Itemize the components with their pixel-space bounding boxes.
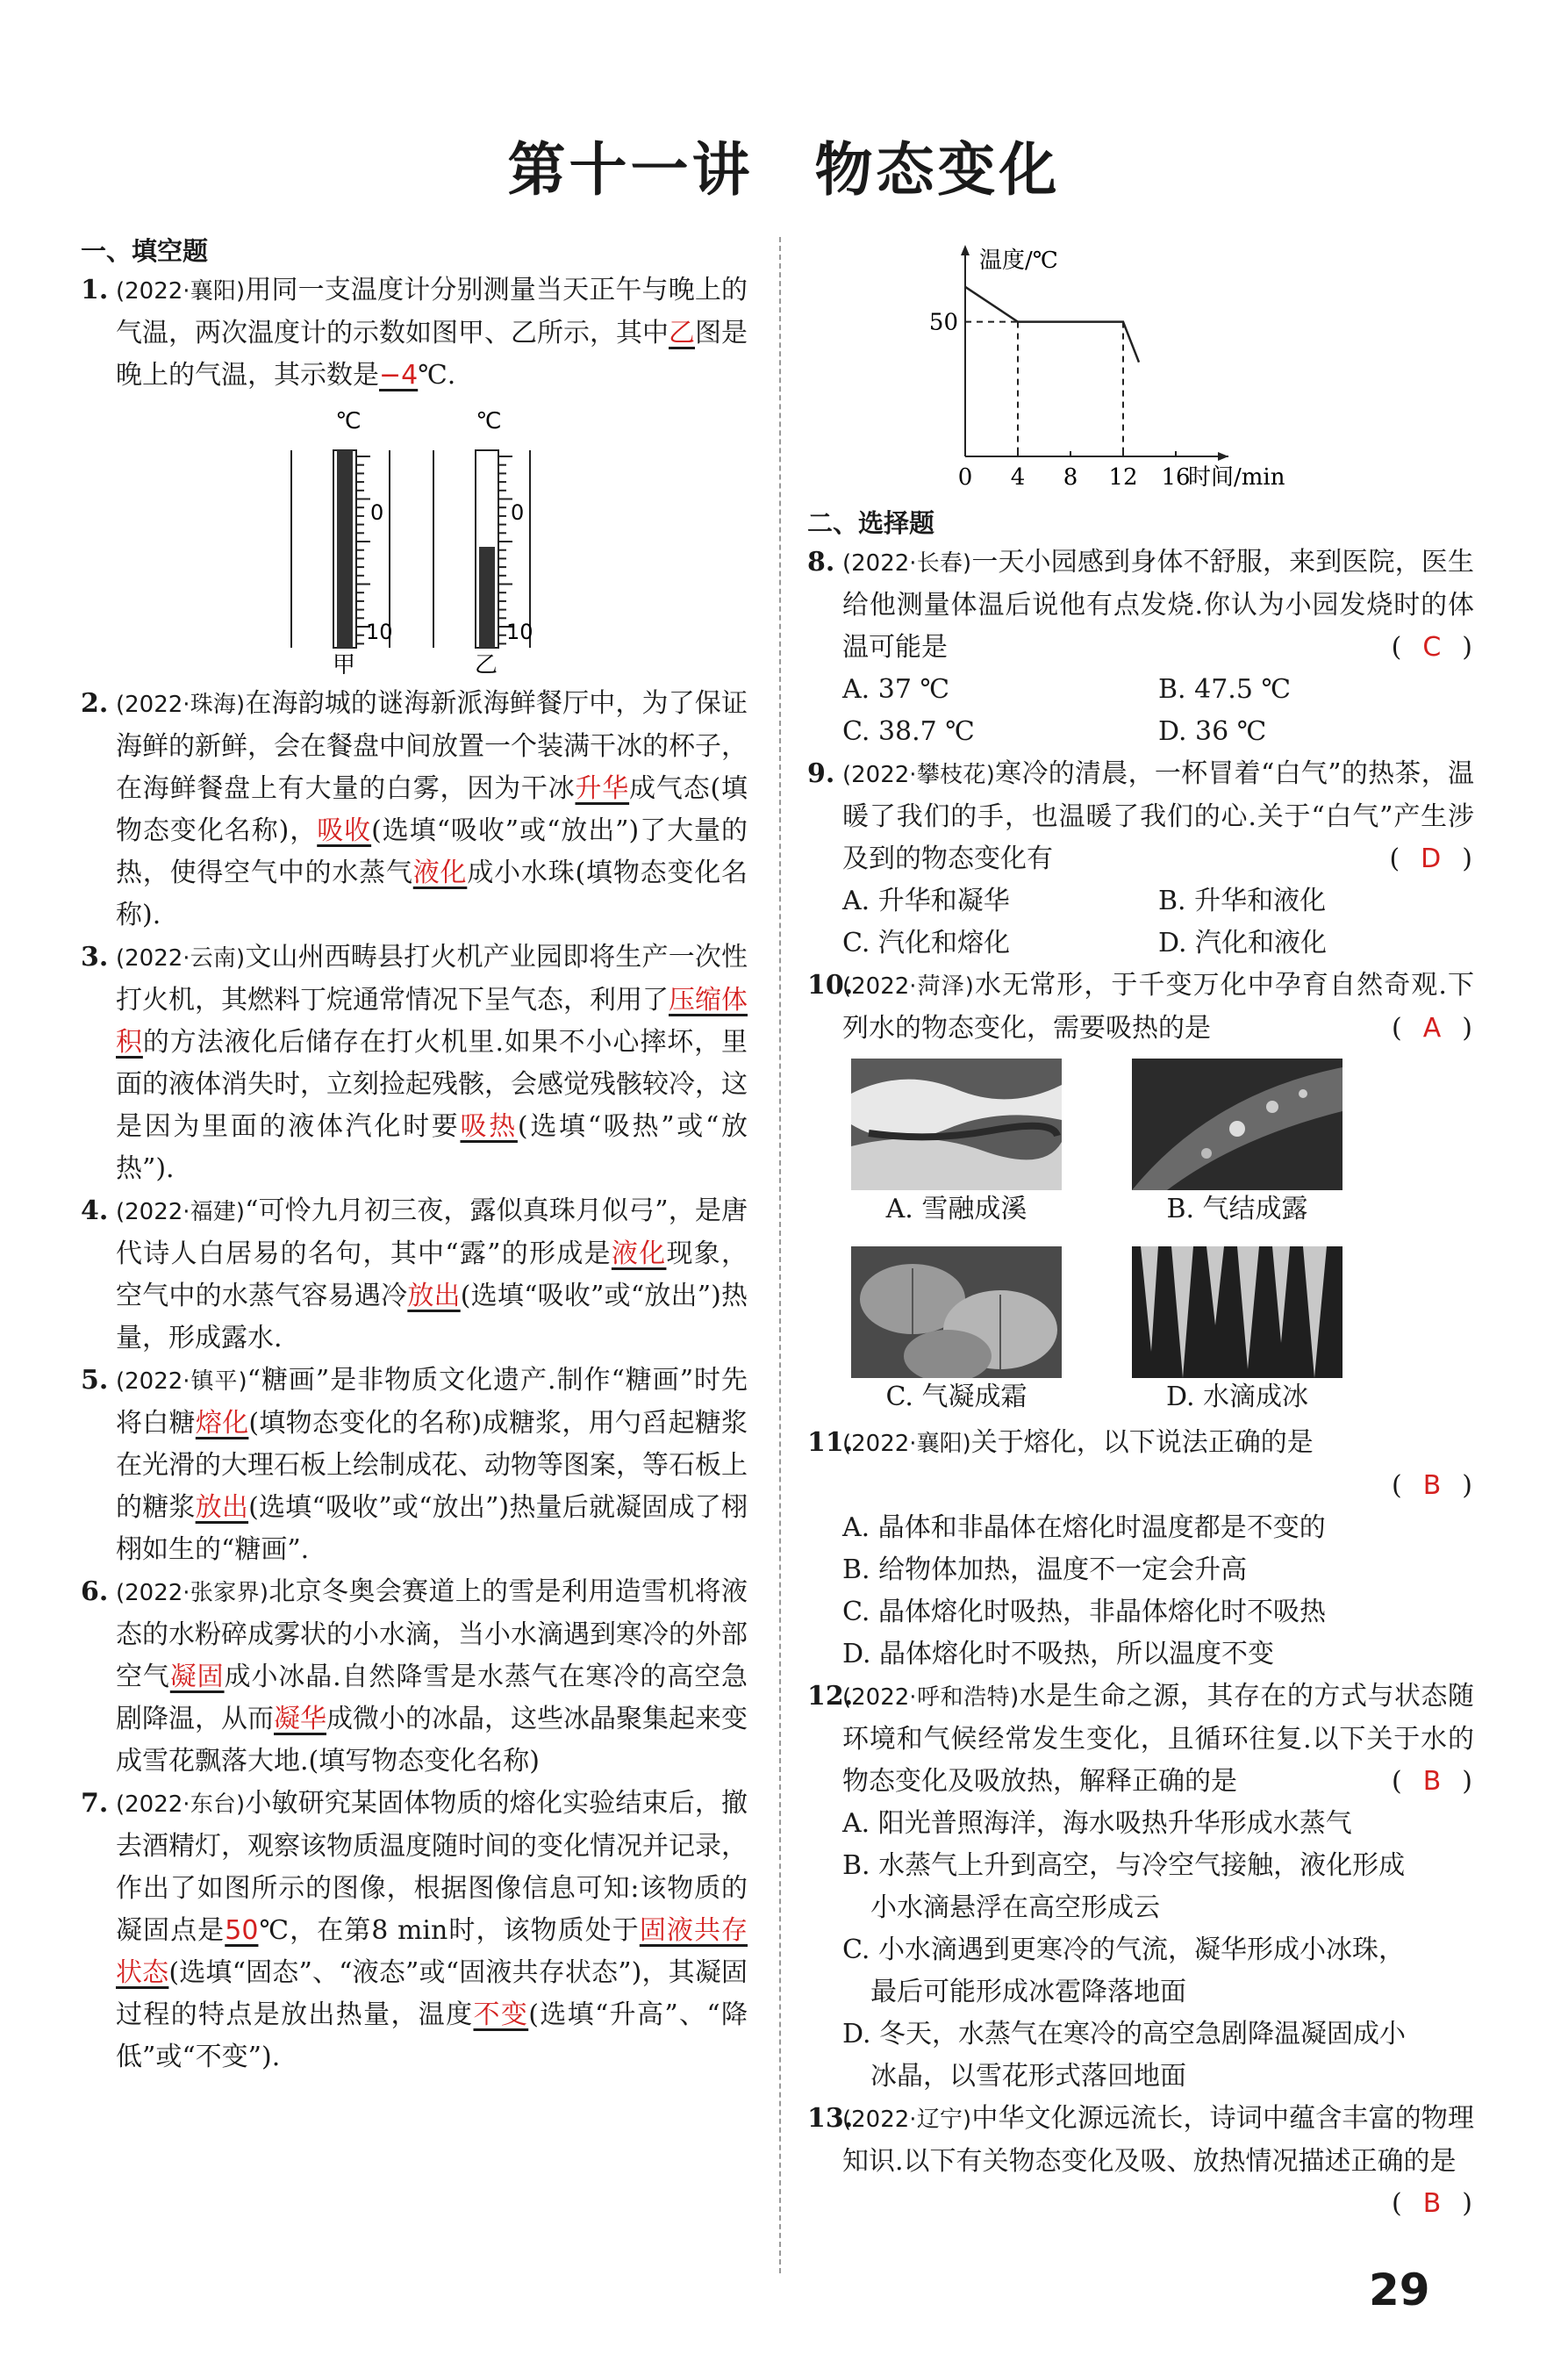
answer-blank: 乙: [669, 318, 695, 348]
question-number: 2.: [81, 688, 109, 719]
option-d: D. 汽化和液化: [1158, 928, 1328, 958]
answer-blank: 升华: [575, 773, 630, 804]
picture-option-c: [842, 1246, 1070, 1417]
question-text: (选填“吸收”或“放出”)热量，形成露水.: [116, 1281, 748, 1353]
question-text: 关于熔化，以下说法正确的是: [970, 1427, 1314, 1458]
title-topic: 物态变化: [814, 135, 1061, 204]
question-text: 水无常形，于千变万化中孕育自然奇观.下列水的物态变化，需要吸热的是: [842, 970, 1474, 1044]
choice-answer: C: [1422, 632, 1443, 663]
question-text: (选填“升高”、“降低”或“不变”).: [116, 1999, 748, 2072]
answer-blank: 放出: [195, 1492, 249, 1523]
x-axis-label: 时间/min: [1188, 464, 1285, 491]
left-column: [81, 233, 748, 2078]
question-text: 成微小的冰晶，这些冰晶聚集起来变成雪花飘落大地.(填写物态变化名称): [116, 1704, 748, 1777]
question-text: 中华文化源远流长，诗词中蕴含丰富的物理知识.以下有关物态变化及吸、放热情况描述正确的是: [842, 2103, 1474, 2177]
question-4: [81, 1190, 748, 1360]
question-source: (2022·珠海): [116, 692, 246, 718]
question-text: 用同一支温度计分别测量当天正午与晚上的气温，两次温度计的示数如图甲、乙所示，其中: [116, 275, 748, 348]
option-a: A. 阳光普照海洋，海水吸热升华形成水蒸气: [842, 1808, 1352, 1839]
thermo-jia-column: [337, 450, 353, 648]
thermo-yi-tick-10: 10: [506, 620, 533, 644]
question-source: (2022·襄阳): [116, 278, 246, 305]
answer-blank: 压缩体积: [116, 985, 748, 1058]
question-number: 13.: [807, 2103, 854, 2134]
question-text: 成小水珠(填物态变化名称).: [116, 858, 748, 930]
x-tick-label: 12: [1108, 464, 1138, 491]
answer-blank: 吸热: [460, 1111, 518, 1142]
page-number: 29: [1369, 2265, 1430, 2315]
question-2: [81, 683, 748, 937]
answer-blank: 液化: [611, 1238, 667, 1269]
question-text: 现象，空气中的水蒸气容易遇冷: [116, 1238, 748, 1311]
choice-answer: B: [1422, 1470, 1443, 1501]
title-lecture: 第十一讲: [507, 135, 754, 204]
question-number: 3.: [81, 942, 109, 973]
question-1: [81, 269, 748, 397]
option-c: C. 38.7 ℃: [842, 716, 975, 747]
option-a: A. 37 ℃: [842, 674, 950, 705]
question-source: (2022·呼和浩特): [842, 1684, 1020, 1711]
question-text: 成小冰晶.自然降雪是水蒸气在寒冷的高空急剧降温，从而: [116, 1662, 748, 1734]
choice-answer: A: [1422, 1013, 1443, 1044]
question-number: 10.: [807, 970, 854, 1001]
question-source: (2022·襄阳): [842, 1431, 971, 1457]
question-12: [807, 1676, 1474, 1803]
y-axis-arrow: [961, 245, 970, 255]
question-10: [807, 965, 1474, 1050]
choice-answer: B: [1422, 1766, 1443, 1797]
x-tick-label: 4: [1010, 464, 1026, 491]
option-text: D. 冬天，水蒸气在寒冷的高空急剧降温凝固成小: [842, 2019, 1407, 2049]
question-number: 6.: [81, 1576, 109, 1607]
option-c: C. 晶体熔化时吸热，非晶体熔化时不吸热: [842, 1597, 1326, 1627]
answer-blank: 放出: [407, 1281, 461, 1311]
question-8: [807, 542, 1474, 669]
question-11: [807, 1422, 1474, 1507]
question-source: (2022·云南): [116, 945, 246, 972]
picture-caption: B. 气结成露: [1166, 1194, 1308, 1224]
picture-caption: C. 气凝成霜: [885, 1382, 1027, 1412]
option-b: B. 47.5 ℃: [1158, 674, 1292, 705]
picture-option-a: [842, 1059, 1070, 1229]
question-text: 寒冷的清晨，一杯冒着“白气”的热茶，温暖了我们的手，也温暖了我们的心.关于“白气”产生涉及到的物态变化有: [842, 758, 1474, 874]
question-text: 文山州西畴县打火机产业园即将生产一次性打火机，其燃料丁烷通常情况下呈气态，利用了: [116, 942, 748, 1016]
question-text: 的方法液化后储存在打火机里.如果不小心摔坏，里面的液体消失时，立刻捡起残骸，会感觉残骸较冷，这是因为里面的液体汽化时要: [116, 1027, 748, 1142]
option-b: B. 给物体加热，温度不一定会升高: [842, 1554, 1248, 1585]
question-text: (填物态变化的名称)成糖浆，用勺舀起糖浆在光滑的大理石板上绘制成花、动物等图案，等石板上的糖浆: [116, 1408, 748, 1523]
picture-caption: A. 雪融成溪: [885, 1194, 1027, 1224]
answer-bracket: ( B ): [1391, 1470, 1474, 1501]
option-c: C. 汽化和熔化: [842, 928, 1010, 958]
answer-bracket: ( D ): [1389, 843, 1474, 874]
option-text-cont: 最后可能形成冰雹降落地面: [870, 1977, 1186, 2007]
question-number: 9.: [807, 758, 835, 789]
section-multiple-choice: 二、选择题: [807, 508, 935, 538]
question-text: “糖画”是非物质文化遗产.制作“糖画”时先将白糖: [116, 1365, 748, 1439]
question-number: 12.: [807, 1681, 854, 1712]
thermo-unit-yi: ℃: [476, 408, 502, 434]
question-text: 水是生命之源，其存在的方式与状态随环境和气候经常发生变化，且循环往复.以下关于水的物态变化及吸放热，解释正确的是: [842, 1681, 1474, 1797]
answer-bracket: ( A ): [1392, 1013, 1474, 1044]
answer-blank: 不变: [473, 1999, 529, 2030]
option-c: [807, 1929, 1474, 2013]
answer-blank: 凝华: [274, 1704, 326, 1734]
thermo-yi-column: [479, 547, 495, 648]
thermometer-figure: [81, 402, 748, 674]
question-number: 7.: [81, 1788, 109, 1819]
snow-stream-photo: [851, 1059, 1062, 1190]
option-d: [807, 2013, 1474, 2098]
question-source: (2022·福建): [116, 1199, 246, 1225]
answer-bracket: ( B ): [1391, 1766, 1474, 1797]
question-text: “可怜九月初三夜，露似真珠月似弓”，是唐代诗人白居易的名句，其中“露”的形成是: [116, 1195, 748, 1269]
options-q10-pictures: [807, 1059, 1474, 1417]
answer-bracket: ( C ): [1391, 632, 1474, 663]
column-divider: [779, 237, 781, 2273]
question-source: (2022·镇平): [116, 1368, 247, 1395]
question-text: 图是晚上的气温，其示数是: [116, 318, 748, 391]
option-b: [807, 1845, 1474, 1929]
thermo-unit-jia: ℃: [335, 408, 362, 434]
x-axis-arrow: [1218, 452, 1228, 461]
option-d: D. 晶体熔化时不吸热，所以温度不变: [842, 1639, 1275, 1669]
question-text: (选填“吸热”或“放热”).: [116, 1111, 748, 1184]
question-3: [81, 937, 748, 1190]
question-number: 4.: [81, 1195, 109, 1226]
question-5: [81, 1360, 748, 1571]
option-text: C. 小水滴遇到更寒冷的气流，凝华形成小冰珠，: [842, 1935, 1405, 1965]
question-source: (2022·东台): [116, 1791, 246, 1818]
x-tick-label: 0: [957, 464, 973, 491]
section-fill-blank: 一、填空题: [81, 236, 209, 266]
option-a: A. 晶体和非晶体在熔化时温度都是不变的: [842, 1512, 1326, 1543]
question-text: (选填“固态”、“液态”或“固液共存状态”)，其凝固过程的特点是放出热量，温度: [116, 1957, 748, 2030]
y-tick-label: 50: [928, 309, 958, 336]
question-text: ℃，在第8 min时，该物质处于: [258, 1915, 640, 1946]
picture-caption: D. 水滴成冰: [1165, 1382, 1309, 1412]
answer-blank: 吸收: [317, 815, 372, 846]
dew-leaf-photo: [1132, 1059, 1342, 1190]
thermo-label-yi: 乙: [474, 652, 498, 674]
temperature-time-chart: [807, 233, 1474, 505]
question-text: (选填“吸收”或“放出”)了大量的热，使得空气中的水蒸气: [116, 815, 748, 888]
answer-blank: 凝固: [169, 1662, 225, 1692]
choice-answer: D: [1421, 843, 1443, 874]
question-number: 11.: [807, 1427, 854, 1458]
series-line: [965, 287, 1139, 363]
page-title: [0, 123, 1568, 206]
thermo-yi-tick-0: 0: [511, 500, 525, 525]
right-column: [807, 233, 1474, 2225]
question-text: ℃.: [418, 360, 456, 391]
question-text: 在海韵城的谜海新派海鲜餐厅中，为了保证海鲜的新鲜，会在餐盘中间放置一个装满干冰的杯子，在海鲜餐盘上有大量的白雾，因为干冰: [116, 688, 748, 804]
answer-bracket: ( B ): [1391, 2188, 1474, 2219]
question-9: [807, 753, 1474, 880]
question-7: [81, 1783, 748, 2078]
question-13: [807, 2098, 1474, 2219]
question-text: 一天小园感到身体不舒服，来到医院，医生给他测量体温后说他有点发烧.你认为小园发烧时的体温可能是: [842, 547, 1474, 663]
option-a: A. 升华和凝华: [842, 886, 1010, 916]
option-text-cont: 冰晶，以雪花形式落回地面: [870, 2061, 1186, 2092]
question-source: (2022·张家界): [116, 1580, 269, 1606]
question-number: 5.: [81, 1365, 109, 1396]
question-text: 小敏研究某固体物质的熔化实验结束后，撤去酒精灯，观察该物质温度随时间的变化情况并记录，作出了如图所示的图像，根据图像信息可知:该物质的凝固点是: [116, 1788, 748, 1946]
answer-blank: 液化: [412, 858, 468, 888]
question-source: (2022·菏泽): [842, 973, 974, 1000]
question-text: 北京冬奥会赛道上的雪是利用造雪机将液态的水粉碎成雾状的小水滴，当小水滴遇到寒冷的外部空气: [116, 1576, 748, 1692]
thermo-jia-tick-10: 10: [366, 620, 393, 644]
thermo-label-jia: 甲: [332, 652, 356, 674]
thermometers-svg: [81, 402, 748, 674]
x-tick-label: 16: [1161, 464, 1191, 491]
x-tick-label: 8: [1063, 464, 1078, 491]
question-text: 成气态(填物态变化名称)，: [116, 773, 748, 846]
picture-option-d: [1123, 1246, 1351, 1417]
question-source: (2022·辽宁): [842, 2107, 972, 2133]
options-q8: [807, 669, 1474, 753]
picture-option-b: [1123, 1059, 1351, 1229]
option-b: B. 升华和液化: [1158, 886, 1327, 916]
icicles-photo: [1132, 1246, 1342, 1378]
answer-blank: −4: [379, 360, 419, 391]
question-number: 1.: [81, 275, 109, 305]
answer-blank: 固液共存状态: [116, 1915, 748, 1988]
option-text: B. 水蒸气上升到高空，与冷空气接触，液化形成: [842, 1850, 1406, 1881]
y-axis-label: 温度/℃: [979, 248, 1058, 274]
thermo-jia-tick-0: 0: [370, 500, 384, 525]
question-text: (选填“吸收”或“放出”)热量后就凝固成了栩栩如生的“糖画”.: [116, 1492, 748, 1565]
question-source: (2022·长春): [842, 550, 972, 577]
options-q9: [807, 880, 1474, 965]
option-d: D. 36 ℃: [1158, 716, 1267, 747]
choice-answer: B: [1422, 2188, 1443, 2219]
option-text-cont: 小水滴悬浮在高空形成云: [870, 1892, 1160, 1923]
question-6: [81, 1571, 748, 1783]
question-source: (2022·攀枝花): [842, 762, 995, 788]
answer-blank: 50: [225, 1915, 259, 1946]
frost-leaves-photo: [851, 1246, 1062, 1378]
chart-svg: [807, 233, 1474, 505]
answer-blank: 熔化: [195, 1408, 249, 1439]
question-number: 8.: [807, 547, 835, 578]
